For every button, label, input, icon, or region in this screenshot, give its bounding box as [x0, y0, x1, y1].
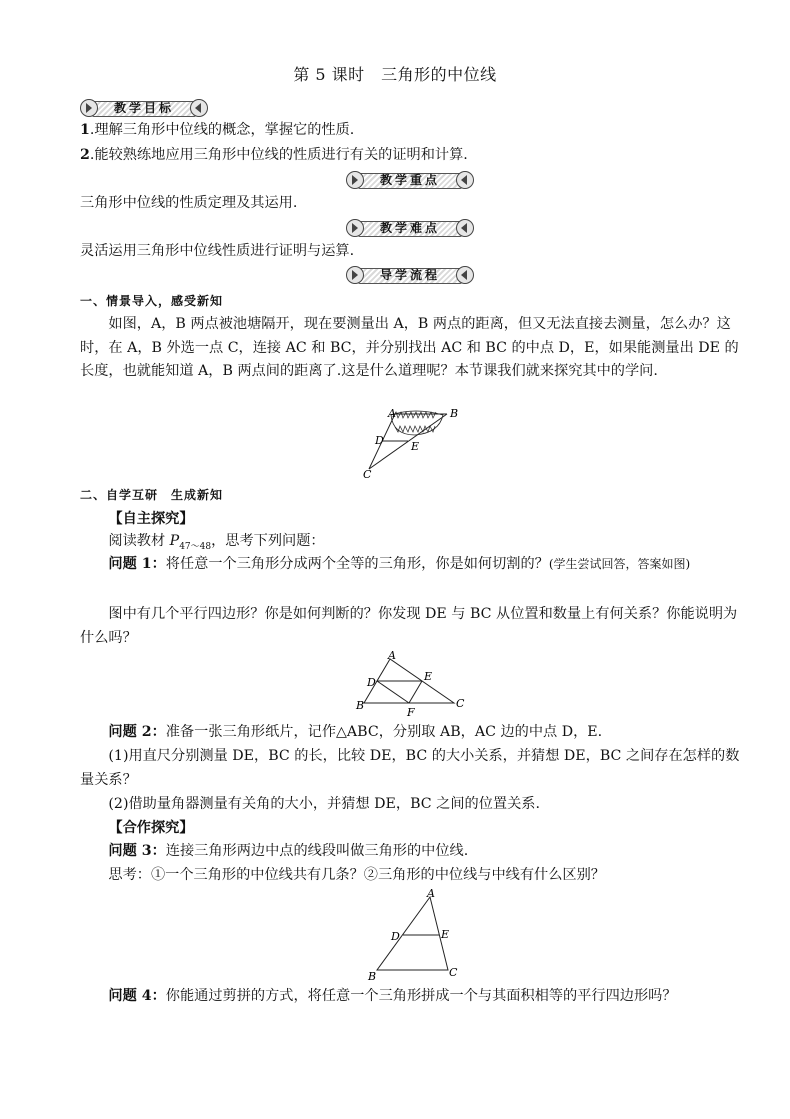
label-d: D: [375, 434, 384, 447]
cooperative-explore-heading: 【合作探究】: [108, 820, 194, 836]
question-2: 问题 2：准备一张三角形纸片，记作△ABC，分别取 AB，AC 边的中点 D，E.: [108, 724, 603, 740]
section-2-heading: 二、自学互研 生成新知: [80, 488, 224, 502]
label-b: B: [368, 970, 377, 983]
segment-ef: [409, 681, 422, 703]
label-f: F: [407, 706, 415, 719]
section-1-heading: 一、情景导入，感受新知: [80, 294, 224, 308]
label-d: D: [367, 676, 376, 689]
process-badge-label: 导学流程: [379, 268, 440, 282]
triangle-abc: [377, 897, 448, 970]
keypoints-badge-label: 教学重点: [379, 173, 440, 187]
label-e: E: [424, 670, 433, 683]
label-c: C: [363, 468, 372, 480]
think-prompt: 思考：①一个三角形的中位线共有几条？②三角形的中位线与中线有什么区别？: [108, 867, 605, 883]
label-b: B: [356, 699, 365, 712]
difficulties-text: 灵活运用三角形中位线性质进行证明与运算.: [80, 243, 355, 259]
label-d: D: [391, 930, 400, 943]
keypoints-badge: [346, 171, 474, 189]
keypoints-text: 三角形中位线的性质定理及其运用.: [80, 195, 298, 211]
question-3: 问题 3：连接三角形两边中点的线段叫做三角形的中位线.: [108, 843, 469, 859]
label-e: E: [441, 928, 450, 941]
label-b: B: [450, 407, 459, 420]
label-c: C: [449, 966, 458, 979]
difficulties-badge-label: 教学难点: [379, 221, 440, 235]
question-2-part-2: (2)借助量角器测量有关角的大小，并猜想 DE，BC 之间的位置关系.: [108, 796, 540, 812]
label-a: A: [388, 407, 396, 420]
question-2-part-1: (1)用直尺分别测量 DE，BC 的长，比较 DE，BC 的大小关系，并猜想 DE，BC 之间存在怎样的数量关系？: [80, 748, 740, 788]
midline-triangle-figure: [360, 888, 470, 984]
process-badge: [346, 266, 474, 284]
question-1-follow: 图中有几个平行四边形？你是如何判断的？你发现 DE 与 BC 从位置和数量上有何关系？你能说明为什么吗？: [80, 606, 738, 646]
segment-df: [377, 681, 409, 703]
difficulties-badge: [346, 219, 474, 237]
page-title: 第 5 课时 三角形的中位线: [293, 65, 497, 84]
label-e: E: [411, 440, 420, 453]
label-a: A: [427, 888, 435, 900]
self-explore-heading: 【自主探究】: [108, 511, 194, 527]
reading-instruction: 阅读教材 $P_{47\sim 48}$，思考下列问题：: [108, 533, 325, 552]
pond-figure: [355, 405, 475, 480]
question-1: 问题 1：将任意一个三角形分成两个全等的三角形，你是如何切割的？(学生尝试回答，答案如图): [108, 556, 691, 572]
objectives-badge-label: 教学目标: [113, 101, 174, 115]
question-4: 问题 4：你能通过剪拼的方式，将任意一个三角形拼成一个与其面积相等的平行四边形吗？: [108, 988, 677, 1004]
label-c: C: [456, 697, 465, 710]
objective-1: 1.理解三角形中位线的概念，掌握它的性质.: [80, 122, 355, 138]
objective-2: 2.能较熟练地应用三角形中位线的性质进行有关的证明和计算.: [80, 147, 468, 163]
cut-triangle-figure: [352, 650, 472, 720]
label-a: A: [388, 650, 396, 662]
section-1-paragraph: 如图，A，B 两点被池塘隔开，现在要测量出 A，B 两点的距离，但又无法直接去测量，怎么办？这时，在 A，B 外选一点 C，连接 AC 和 BC，并分别找出 AC 和 BC 的中点 D，E，如果能测量出 DE 的长度，也就能知道 A，B 两点间的距离了.这是什么道理呢？本节课我们就来探究其中的学问.: [80, 316, 739, 379]
objectives-badge: [80, 99, 208, 117]
